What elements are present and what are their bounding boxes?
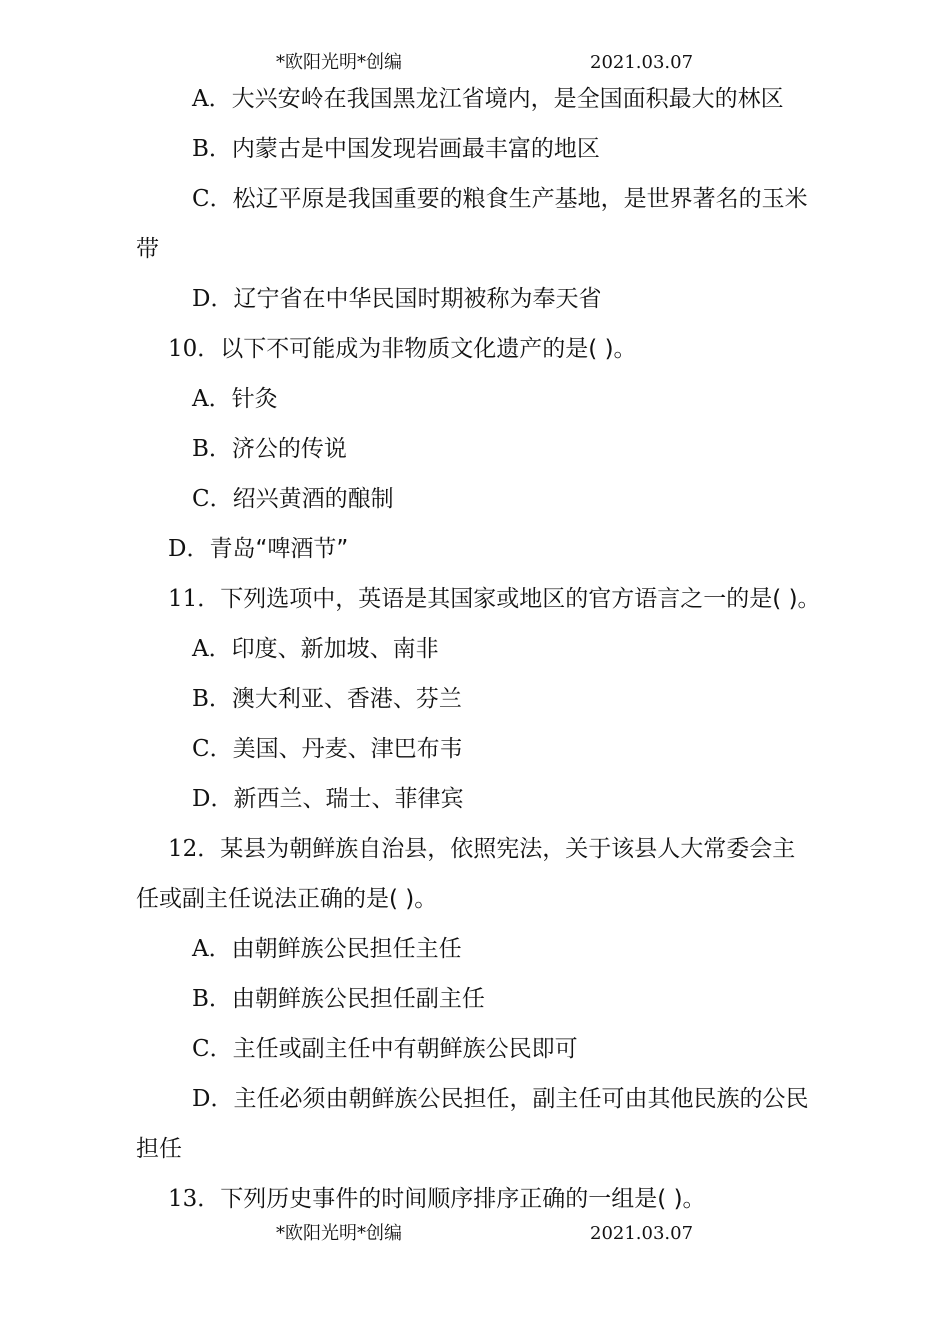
option-d-q12-continued [136, 1134, 182, 1164]
option-label: C． [192, 186, 233, 212]
option-a-q11 [192, 634, 439, 664]
option-label: A． [192, 386, 232, 412]
option-label: C． [192, 486, 233, 512]
option-label: A． [192, 636, 232, 662]
option-text: 济公的传说 [231, 436, 347, 462]
option-label: D． [192, 786, 234, 812]
question-number: 11． [168, 586, 221, 612]
question-number: 12． [168, 836, 221, 862]
option-label: D． [192, 286, 234, 312]
option-label: A． [192, 936, 232, 962]
header-date: 2021.03.07 [590, 52, 694, 73]
option-a-q12 [192, 934, 462, 964]
option-text: 带 [136, 236, 159, 262]
option-text: 澳大利亚、香港、芬兰 [231, 686, 462, 712]
option-text: 印度、新加坡、南非 [231, 636, 439, 662]
option-text: 主任或副主任中有朝鲜族公民即可 [232, 1036, 578, 1062]
option-label: B． [192, 686, 232, 712]
question-13 [168, 1184, 706, 1214]
question-text: 任或副主任说法正确的是( )。 [136, 886, 438, 912]
question-number: 13． [168, 1186, 221, 1212]
question-10 [168, 334, 637, 364]
option-text: 辽宁省在中华民国时期被称为奉天省 [233, 286, 602, 312]
option-text: 主任必须由朝鲜族公民担任，副主任可由其他民族的公民 [233, 1086, 809, 1112]
option-text: 松辽平原是我国重要的粮食生产基地，是世界著名的玉米 [232, 186, 808, 212]
option-b-q10 [192, 434, 347, 464]
question-text: 以下不可能成为非物质文化遗产的是( )。 [220, 336, 637, 362]
option-label: B． [192, 436, 232, 462]
option-text: 由朝鲜族公民担任副主任 [231, 986, 485, 1012]
option-label: B． [192, 136, 232, 162]
option-text: 新西兰、瑞士、菲律宾 [233, 786, 464, 812]
question-text: 下列历史事件的时间顺序排序正确的一组是( )。 [220, 1186, 706, 1212]
option-d-q10 [168, 534, 348, 564]
option-text: 由朝鲜族公民担任主任 [231, 936, 462, 962]
option-b-q11 [192, 684, 462, 714]
option-label: D． [168, 536, 210, 562]
option-label: B． [192, 986, 232, 1012]
option-c-q10 [192, 484, 394, 514]
option-label: C． [192, 1036, 233, 1062]
option-c-q9-continued [136, 234, 159, 264]
question-11 [168, 584, 821, 614]
question-text: 某县为朝鲜族自治县，依照宪法，关于该县人大常委会主 [220, 836, 796, 862]
option-d-q11 [192, 784, 463, 814]
option-d-q12 [192, 1084, 808, 1114]
option-a-q9 [192, 84, 784, 114]
option-d-q9 [192, 284, 601, 314]
option-text: 担任 [136, 1136, 182, 1162]
question-12 [168, 834, 795, 864]
header-author: *欧阳光明*创编 [276, 52, 402, 73]
option-label: C． [192, 736, 233, 762]
footer-author: *欧阳光明*创编 [276, 1223, 402, 1244]
option-text: 绍兴黄酒的酿制 [232, 486, 394, 512]
option-a-q10 [192, 384, 278, 414]
option-label: A． [192, 86, 232, 112]
option-b-q9 [192, 134, 600, 164]
option-text: 大兴安岭在我国黑龙江省境内，是全国面积最大的林区 [231, 86, 784, 112]
option-text: 内蒙古是中国发现岩画最丰富的地区 [231, 136, 600, 162]
option-c-q11 [192, 734, 463, 764]
option-label: D． [192, 1086, 234, 1112]
footer-date: 2021.03.07 [590, 1223, 694, 1244]
option-text: 针灸 [231, 386, 278, 412]
option-b-q12 [192, 984, 485, 1014]
option-c-q9 [192, 184, 808, 214]
question-12-continued [136, 884, 437, 914]
option-text: 青岛“啤酒节” [209, 536, 349, 562]
option-c-q12 [192, 1034, 578, 1064]
question-text: 下列选项中，英语是其国家或地区的官方语言之一的是( )。 [220, 586, 821, 612]
option-text: 美国、丹麦、津巴布韦 [232, 736, 463, 762]
question-number: 10． [168, 336, 221, 362]
